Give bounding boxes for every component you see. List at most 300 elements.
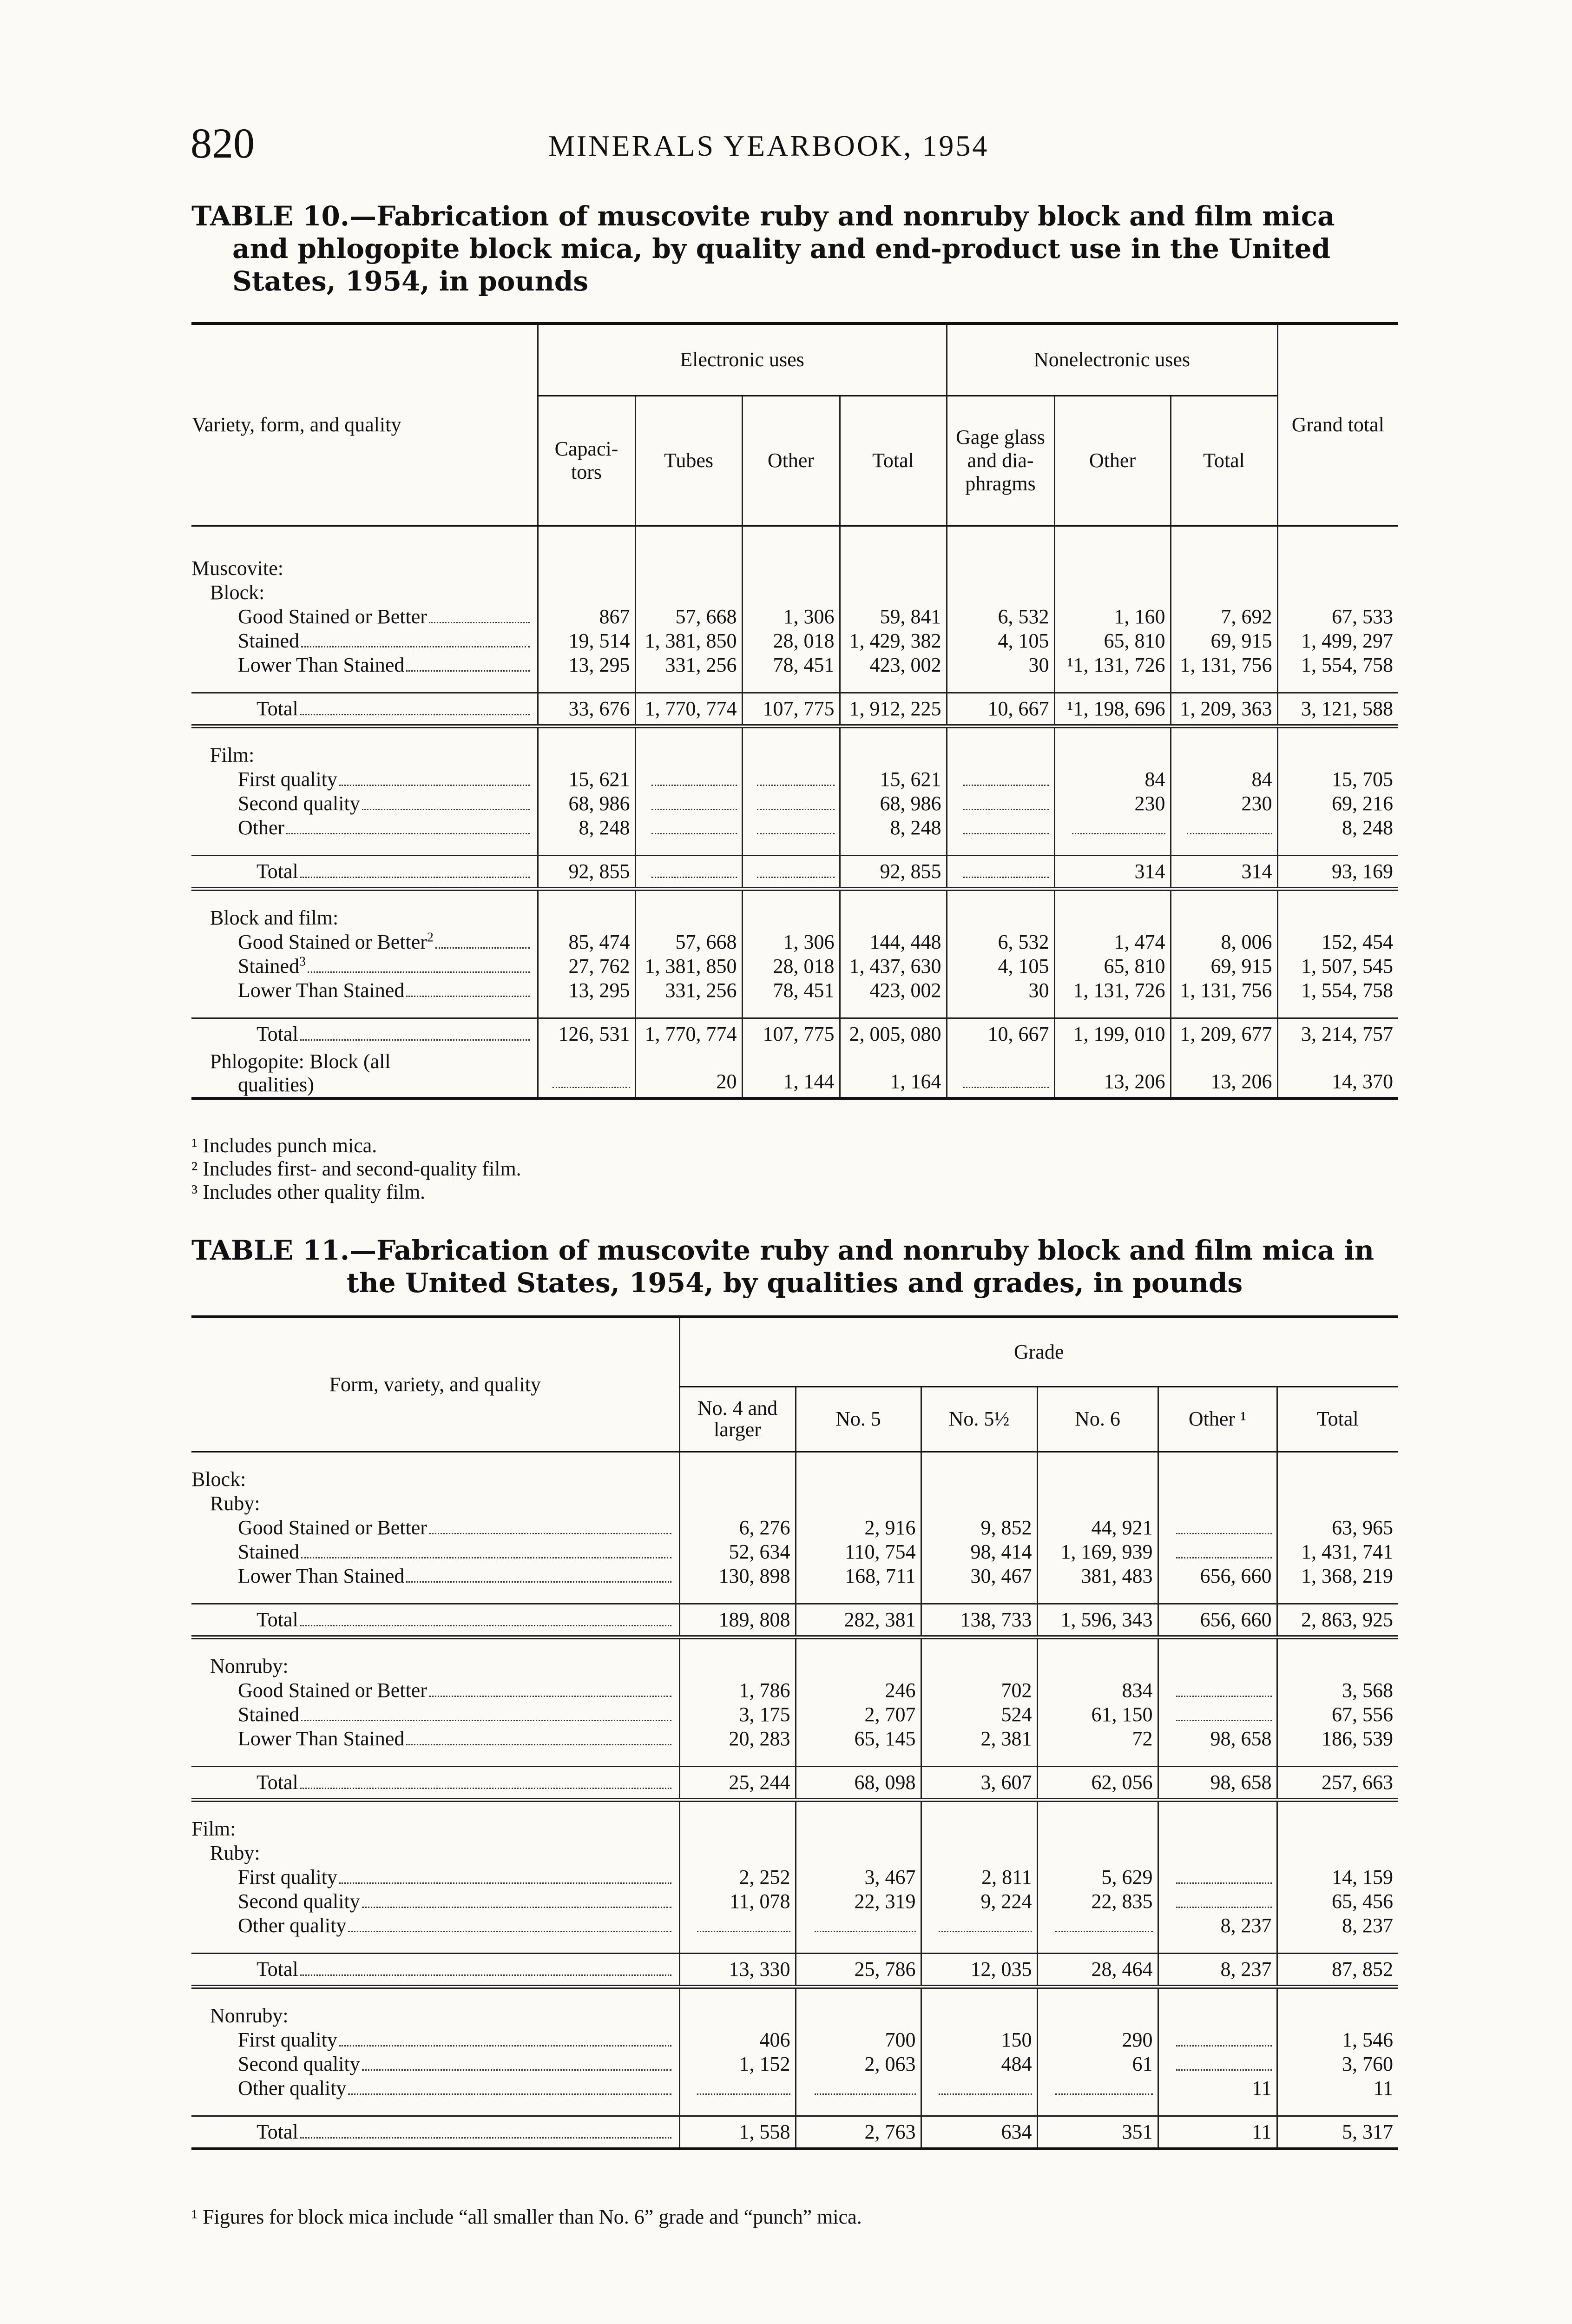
t10-total-e-header: Total — [840, 396, 947, 526]
empty-cell — [1277, 1467, 1398, 1492]
table-row — [191, 930, 1398, 954]
cell-value: 13, 330 — [729, 1957, 790, 1981]
empty-cell — [840, 906, 947, 930]
table-row — [191, 2028, 1398, 2052]
empty-cell — [1277, 1492, 1398, 1516]
empty-cell — [921, 2004, 1037, 2028]
cell-value: 290 — [1122, 2028, 1153, 2051]
empty-cell — [635, 906, 742, 930]
total-row — [191, 1018, 1398, 1050]
cell-value: 69, 216 — [1332, 792, 1394, 815]
spacer-cell — [921, 1588, 1037, 1604]
empty-cell — [538, 581, 635, 605]
cell-value: 98, 658 — [1210, 1727, 1272, 1750]
row-label-text: Total — [257, 1608, 298, 1631]
cell-value: 3, 760 — [1342, 2052, 1393, 2075]
spacer-cell — [742, 726, 840, 743]
cell-value: 9, 224 — [980, 1889, 1032, 1913]
table-cell — [635, 930, 742, 954]
empty-cell — [742, 581, 840, 605]
empty-dash — [963, 877, 1049, 878]
spacer-cell — [796, 1751, 921, 1767]
row-label-text: Good Stained or Better — [238, 605, 427, 628]
empty-cell — [921, 1817, 1037, 1841]
total-row — [191, 1604, 1398, 1637]
spacer-cell — [947, 1003, 1054, 1018]
spacer-cell — [840, 677, 947, 693]
table-cell — [1277, 930, 1398, 954]
table-cell — [840, 792, 947, 816]
spacer-cell — [1158, 1452, 1277, 1467]
spacer-cell — [538, 526, 635, 541]
t11-no5-header: No. 5 — [796, 1386, 921, 1452]
cell-value: 1, 770, 774 — [645, 697, 737, 720]
leader-dots — [301, 1557, 671, 1558]
empty-dash — [939, 2093, 1032, 2095]
spacer-cell — [796, 1938, 921, 1954]
table-cell — [921, 1865, 1037, 1889]
cell-value: 57, 668 — [675, 930, 737, 953]
cell-value: 1, 381, 850 — [645, 954, 737, 977]
table-cell — [1277, 792, 1398, 816]
table-cell — [1037, 2116, 1158, 2149]
table-cell — [635, 605, 742, 629]
cell-value: 8, 006 — [1221, 930, 1272, 953]
t10-blockfilm-label: Block and film: — [210, 906, 339, 929]
row-label — [191, 930, 538, 954]
table-cell — [921, 2076, 1037, 2100]
table-cell — [635, 954, 742, 978]
cell-value: 63, 965 — [1332, 1516, 1393, 1539]
table-row — [191, 954, 1398, 978]
cell-value: 1, 164 — [890, 1070, 941, 1093]
empty-dash — [697, 2093, 790, 2095]
table-cell — [921, 2028, 1037, 2052]
spacer-cell — [1277, 677, 1398, 693]
cell-value: 69, 915 — [1210, 954, 1272, 977]
t11-total-header: Total — [1277, 1386, 1398, 1452]
table-cell — [742, 1018, 840, 1050]
table-cell — [921, 1703, 1037, 1727]
cell-value: 28, 018 — [773, 629, 835, 652]
table-cell — [679, 1516, 796, 1540]
empty-cell — [1277, 556, 1398, 581]
cell-value: 186, 539 — [1322, 1727, 1393, 1750]
table-cell — [1171, 954, 1277, 978]
table-cell — [1171, 629, 1277, 653]
empty-cell — [1171, 743, 1277, 767]
table-cell — [1171, 930, 1277, 954]
empty-dash — [1176, 1882, 1272, 1884]
t10-footnote-2: ² Includes first- and second-quality film. — [191, 1157, 521, 1180]
table11-caption-line2: the United States, 1954, by qualities and grades, in pounds — [346, 1267, 1243, 1299]
leader-dots — [339, 785, 530, 786]
cell-value: 1, 558 — [739, 2120, 790, 2143]
cell-value: 1, 131, 756 — [1180, 653, 1272, 676]
table-cell — [538, 1018, 635, 1050]
table-cell — [921, 2116, 1037, 2149]
page-number: 820 — [191, 119, 255, 167]
empty-cell — [840, 743, 947, 767]
row-label — [191, 954, 538, 978]
empty-cell — [840, 581, 947, 605]
leader-dots — [301, 646, 530, 647]
spacer-cell — [1277, 1938, 1398, 1954]
cell-value: 2, 252 — [739, 1865, 790, 1888]
empty-cell — [1158, 1841, 1277, 1865]
t11-nonruby-label: Nonruby: — [210, 1654, 289, 1677]
table-cell — [1158, 2052, 1277, 2076]
spacer-cell — [742, 677, 840, 693]
cell-value: 92, 855 — [880, 859, 941, 883]
empty-dash — [651, 877, 737, 878]
spacer-cell — [947, 526, 1054, 541]
table-cell — [1277, 629, 1398, 653]
row-label — [191, 1050, 538, 1098]
leader-dots — [429, 1533, 671, 1534]
table-cell — [538, 930, 635, 954]
empty-cell — [947, 556, 1054, 581]
empty-cell — [796, 1817, 921, 1841]
table-cell — [947, 629, 1054, 653]
table-row — [191, 1516, 1398, 1540]
cell-value: 30 — [1028, 978, 1049, 1002]
empty-cell — [947, 743, 1054, 767]
cell-value: 152, 454 — [1322, 930, 1394, 953]
row-label — [191, 2076, 679, 2100]
table-cell — [742, 767, 840, 792]
spacer-cell — [1037, 1588, 1158, 1604]
cell-value: 282, 381 — [844, 1608, 916, 1631]
spacer-cell — [635, 541, 742, 556]
table-cell — [1171, 605, 1277, 629]
spacer-cell — [1054, 840, 1171, 856]
empty-dash — [939, 1931, 1032, 1932]
row-label — [191, 1703, 679, 1727]
spacer-cell — [538, 840, 635, 856]
t10-block-label: Block: — [210, 581, 265, 604]
cell-value: 3, 467 — [864, 1865, 916, 1888]
table-cell — [1054, 855, 1171, 889]
cell-value: 10, 667 — [987, 1022, 1049, 1045]
t11-film-ruby-label-row — [191, 1841, 1398, 1865]
cell-value: 93, 169 — [1332, 859, 1394, 883]
spacer-cell — [1171, 526, 1277, 541]
spacer-cell — [191, 526, 538, 541]
empty-dash — [1072, 833, 1165, 834]
empty-cell — [635, 581, 742, 605]
cell-value: 2, 916 — [864, 1516, 916, 1539]
spacer-cell — [1037, 1751, 1158, 1767]
spacer-cell — [1054, 526, 1171, 541]
table-cell — [742, 978, 840, 1003]
table-cell — [1171, 693, 1277, 726]
spacer-cell — [191, 1452, 679, 1467]
spacer-row — [191, 726, 1398, 743]
row-label — [191, 1889, 679, 1914]
cell-value: 85, 474 — [568, 930, 630, 953]
cell-value: 7, 692 — [1221, 605, 1272, 628]
spacer-cell — [1277, 1588, 1398, 1604]
empty-dash — [651, 809, 737, 810]
table-cell — [1277, 1727, 1398, 1751]
spacer-cell — [1277, 889, 1398, 906]
cell-value: 2, 707 — [864, 1703, 916, 1726]
t11-ruby-label-row — [191, 1492, 1398, 1516]
table-row — [191, 1914, 1398, 1938]
cell-value: 69, 915 — [1210, 629, 1272, 652]
table-cell — [796, 1540, 921, 1564]
spacer-cell — [1171, 726, 1277, 743]
table-cell — [947, 954, 1054, 978]
table-cell — [1054, 792, 1171, 816]
cell-value: 61 — [1132, 2052, 1153, 2075]
table-cell — [1277, 2116, 1398, 2149]
table-row — [191, 792, 1398, 816]
cell-value: 65, 145 — [854, 1727, 916, 1750]
table-cell — [840, 1018, 947, 1050]
t10-other-e-header: Other — [742, 396, 840, 526]
spacer-cell — [191, 677, 538, 693]
empty-cell — [742, 556, 840, 581]
table-cell — [1037, 1914, 1158, 1938]
table-cell — [1171, 855, 1277, 889]
table-cell — [635, 978, 742, 1003]
total-row — [191, 1953, 1398, 1987]
row-label — [191, 1604, 679, 1637]
cell-value: 656, 660 — [1200, 1608, 1272, 1631]
cell-value: 28, 018 — [773, 954, 835, 977]
table-cell — [679, 1865, 796, 1889]
table-cell — [538, 693, 635, 726]
leader-dots — [308, 971, 530, 973]
table-cell — [1277, 855, 1398, 889]
row-label-text: Lower Than Stained — [238, 1727, 405, 1750]
row-label-text: Total — [257, 859, 298, 883]
row-label-text: First quality — [238, 2028, 337, 2051]
spacer-cell — [947, 840, 1054, 856]
spacer-cell — [840, 840, 947, 856]
table-cell — [538, 816, 635, 840]
empty-dash — [1176, 1720, 1272, 1721]
row-label-text: Total — [257, 1957, 298, 1981]
row-label — [191, 792, 538, 816]
table-cell — [679, 2028, 796, 2052]
table-cell — [1277, 1766, 1398, 1800]
leader-dots — [300, 1625, 671, 1626]
cell-value: 59, 841 — [880, 605, 941, 628]
row-label-text: Good Stained or Better — [238, 1516, 427, 1539]
empty-dash — [1176, 2045, 1272, 2047]
spacer-cell — [191, 541, 538, 556]
cell-value: 150 — [1001, 2028, 1032, 2051]
cell-value: 1, 474 — [1114, 930, 1165, 953]
table-row — [191, 1050, 1398, 1098]
spacer-cell — [191, 1987, 679, 2004]
spacer-row — [191, 1987, 1398, 2004]
row-label — [191, 1516, 679, 1540]
cell-value: 1, 152 — [739, 2052, 790, 2075]
t11-grade-header: Grade — [679, 1317, 1398, 1386]
table-cell — [635, 653, 742, 677]
table-cell — [1277, 954, 1398, 978]
spacer-row — [191, 1751, 1398, 1767]
spacer-cell — [1037, 1637, 1158, 1654]
empty-cell — [1037, 1467, 1158, 1492]
spacer-cell — [635, 840, 742, 856]
cell-value: 2, 763 — [864, 2120, 916, 2143]
t10-film-label: Film: — [210, 743, 255, 766]
spacer-row — [191, 1003, 1398, 1018]
cell-value: 257, 663 — [1322, 1770, 1393, 1794]
empty-cell — [679, 2004, 796, 2028]
table-cell — [840, 767, 947, 792]
table-cell — [1037, 1516, 1158, 1540]
cell-value: 2, 381 — [980, 1727, 1032, 1750]
spacer-cell — [1054, 726, 1171, 743]
spacer-cell — [1277, 1003, 1398, 1018]
row-label-text: Stained — [238, 629, 299, 652]
cell-value: 107, 775 — [763, 697, 835, 720]
cell-value: 67, 533 — [1332, 605, 1394, 628]
table-cell — [538, 605, 635, 629]
running-head: MINERALS YEARBOOK, 1954 — [548, 129, 989, 162]
table-cell — [796, 1678, 921, 1703]
spacer-cell — [1277, 526, 1398, 541]
t10-block-label-row — [191, 581, 1398, 605]
cell-value: 1, 306 — [783, 930, 835, 953]
row-label — [191, 629, 538, 653]
t11-film-nonruby-label-row — [191, 2004, 1398, 2028]
cell-value: 1, 209, 363 — [1180, 697, 1272, 720]
spacer-cell — [191, 726, 538, 743]
table-cell — [1277, 1703, 1398, 1727]
spacer-cell — [796, 1800, 921, 1817]
spacer-cell — [538, 1003, 635, 1018]
t10-body — [191, 526, 1398, 1098]
spacer-cell — [1171, 889, 1277, 906]
cell-value: 1, 437, 630 — [849, 954, 941, 977]
spacer-row — [191, 1637, 1398, 1654]
cell-value: 15, 621 — [880, 767, 941, 791]
spacer-cell — [1054, 1003, 1171, 1018]
row-label — [191, 1540, 679, 1564]
table-cell — [840, 816, 947, 840]
table-cell — [1277, 693, 1398, 726]
t11-film-ruby-label: Ruby: — [210, 1841, 260, 1864]
empty-dash — [963, 833, 1049, 834]
spacer-cell — [1054, 889, 1171, 906]
t10-film-label-row — [191, 743, 1398, 767]
cell-value: 4, 105 — [998, 954, 1049, 977]
empty-cell — [538, 556, 635, 581]
cell-value: 2, 811 — [981, 1865, 1032, 1888]
empty-cell — [1054, 743, 1171, 767]
table-cell — [796, 1564, 921, 1588]
table-cell — [1054, 653, 1171, 677]
cell-value: 11 — [1252, 2076, 1272, 2100]
table-cell — [538, 792, 635, 816]
spacer-cell — [1054, 541, 1171, 556]
table-cell — [947, 1018, 1054, 1050]
t11-no4-header: No. 4 and larger — [679, 1386, 796, 1452]
table-cell — [742, 693, 840, 726]
table-cell — [840, 629, 947, 653]
cell-value: ¹1, 198, 696 — [1067, 697, 1165, 720]
spacer-cell — [679, 2100, 796, 2116]
cell-value: 130, 898 — [718, 1564, 790, 1587]
empty-cell — [921, 1654, 1037, 1678]
table-cell — [679, 1540, 796, 1564]
cell-value: 65, 810 — [1104, 629, 1165, 652]
cell-value: 13, 295 — [568, 653, 630, 676]
cell-value: 3, 607 — [980, 1770, 1032, 1794]
total-row — [191, 855, 1398, 889]
row-label-text: Good Stained or Better — [238, 1678, 427, 1702]
cell-value: 1, 209, 677 — [1180, 1022, 1272, 1045]
table-cell — [796, 1865, 921, 1889]
table-cell — [1277, 2052, 1398, 2076]
empty-cell — [947, 581, 1054, 605]
empty-cell — [1037, 1492, 1158, 1516]
cell-value: 9, 852 — [980, 1516, 1032, 1539]
table-row — [191, 1678, 1398, 1703]
spacer-row — [191, 541, 1398, 556]
empty-cell — [921, 1467, 1037, 1492]
table-cell — [921, 1953, 1037, 1987]
table-cell — [796, 1914, 921, 1938]
table-cell — [921, 1727, 1037, 1751]
cell-value: 84 — [1144, 767, 1165, 791]
empty-cell — [1158, 1492, 1277, 1516]
table-cell — [1037, 1604, 1158, 1637]
t11-no6-header: No. 6 — [1037, 1386, 1158, 1452]
cell-value: 13, 295 — [568, 978, 630, 1002]
table-cell — [742, 930, 840, 954]
cell-value: 1, 131, 726 — [1073, 978, 1165, 1002]
empty-dash — [651, 833, 737, 834]
t11-no55-header: No. 5½ — [921, 1386, 1037, 1452]
row-label-text: Second quality — [238, 2052, 360, 2075]
empty-dash — [963, 1087, 1049, 1088]
table-cell — [679, 2052, 796, 2076]
cell-value: 246 — [885, 1678, 916, 1702]
spacer-cell — [191, 1588, 679, 1604]
table-cell — [1171, 1018, 1277, 1050]
table-cell — [840, 1050, 947, 1098]
row-label-text: Other quality — [238, 2076, 347, 2100]
spacer-row — [191, 840, 1398, 856]
spacer-cell — [191, 2100, 679, 2116]
cell-value: 78, 451 — [773, 978, 835, 1002]
row-label — [191, 2116, 679, 2149]
spacer-cell — [1277, 2100, 1398, 2116]
table-cell — [796, 1766, 921, 1800]
spacer-cell — [1158, 1938, 1277, 1954]
table-cell — [840, 978, 947, 1003]
table-cell — [840, 605, 947, 629]
cell-value: 189, 808 — [718, 1608, 790, 1631]
row-label-text: Lower Than Stained — [238, 978, 405, 1002]
spacer-cell — [796, 1452, 921, 1467]
table-cell — [1158, 1953, 1277, 1987]
cell-value: 78, 451 — [773, 653, 835, 676]
empty-cell — [947, 906, 1054, 930]
cell-value: 10, 667 — [987, 697, 1049, 720]
row-label — [191, 816, 538, 840]
spacer-cell — [1277, 1637, 1398, 1654]
cell-value: 14, 159 — [1332, 1865, 1393, 1888]
